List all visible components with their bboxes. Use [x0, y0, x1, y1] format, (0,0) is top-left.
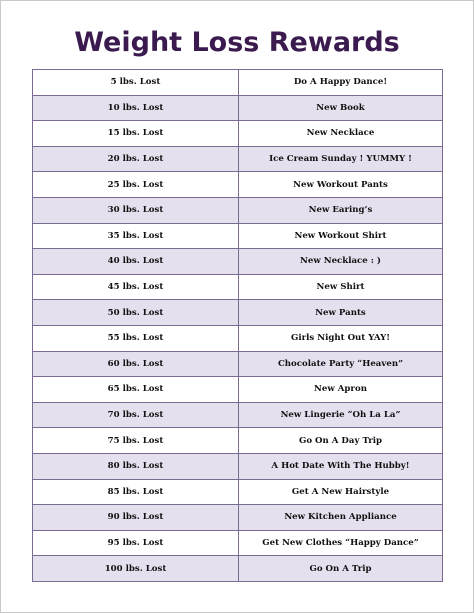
- table-row: [33, 428, 443, 454]
- table-row: [33, 325, 443, 351]
- table-row: [33, 556, 443, 582]
- reward-cell: New Kitchen Appliance: [239, 505, 443, 531]
- reward-cell: Go On A Day Trip: [239, 428, 443, 454]
- pounds-lost-cell: 65 lbs. Lost: [33, 377, 239, 403]
- table-row: [33, 95, 443, 121]
- pounds-lost-cell: 5 lbs. Lost: [33, 70, 239, 96]
- table-row: [33, 505, 443, 531]
- table-row: [33, 70, 443, 96]
- table-row: [33, 249, 443, 275]
- reward-cell: New Book: [239, 95, 443, 121]
- reward-cell: Girls Night Out YAY!: [239, 325, 443, 351]
- table-row: [33, 453, 443, 479]
- table-row: [33, 197, 443, 223]
- table-row: [33, 223, 443, 249]
- table-row: [33, 274, 443, 300]
- pounds-lost-cell: 60 lbs. Lost: [33, 351, 239, 377]
- reward-cell: New Shirt: [239, 274, 443, 300]
- pounds-lost-cell: 85 lbs. Lost: [33, 479, 239, 505]
- table-row: [33, 300, 443, 326]
- rewards-table-body: [33, 70, 443, 582]
- table-row: [33, 402, 443, 428]
- table-row: [33, 530, 443, 556]
- reward-cell: Get New Clothes “Happy Dance”: [239, 530, 443, 556]
- reward-cell: Get A New Hairstyle: [239, 479, 443, 505]
- reward-cell: New Necklace: [239, 121, 443, 147]
- reward-cell: New Workout Shirt: [239, 223, 443, 249]
- pounds-lost-cell: 80 lbs. Lost: [33, 453, 239, 479]
- rewards-table: [32, 69, 443, 582]
- page-title: Weight Loss Rewards: [74, 27, 400, 58]
- reward-cell: Ice Cream Sunday ! YUMMY !: [239, 146, 443, 172]
- reward-cell: New Workout Pants: [239, 172, 443, 198]
- reward-cell: New Apron: [239, 377, 443, 403]
- pounds-lost-cell: 30 lbs. Lost: [33, 197, 239, 223]
- table-row: [33, 351, 443, 377]
- reward-cell: Do A Happy Dance!: [239, 70, 443, 96]
- table-row: [33, 479, 443, 505]
- pounds-lost-cell: 25 lbs. Lost: [33, 172, 239, 198]
- pounds-lost-cell: 100 lbs. Lost: [33, 556, 239, 582]
- pounds-lost-cell: 95 lbs. Lost: [33, 530, 239, 556]
- table-row: [33, 377, 443, 403]
- reward-cell: Chocolate Party “Heaven”: [239, 351, 443, 377]
- reward-cell: New Pants: [239, 300, 443, 326]
- pounds-lost-cell: 35 lbs. Lost: [33, 223, 239, 249]
- pounds-lost-cell: 40 lbs. Lost: [33, 249, 239, 275]
- table-row: [33, 172, 443, 198]
- pounds-lost-cell: 15 lbs. Lost: [33, 121, 239, 147]
- table-row: [33, 121, 443, 147]
- pounds-lost-cell: 20 lbs. Lost: [33, 146, 239, 172]
- pounds-lost-cell: 70 lbs. Lost: [33, 402, 239, 428]
- reward-cell: New Earing’s: [239, 197, 443, 223]
- table-row: [33, 146, 443, 172]
- reward-cell: New Necklace : ): [239, 249, 443, 275]
- reward-cell: New Lingerie “Oh La La”: [239, 402, 443, 428]
- pounds-lost-cell: 55 lbs. Lost: [33, 325, 239, 351]
- reward-cell: A Hot Date With The Hubby!: [239, 453, 443, 479]
- pounds-lost-cell: 75 lbs. Lost: [33, 428, 239, 454]
- pounds-lost-cell: 10 lbs. Lost: [33, 95, 239, 121]
- pounds-lost-cell: 45 lbs. Lost: [33, 274, 239, 300]
- pounds-lost-cell: 90 lbs. Lost: [33, 505, 239, 531]
- pounds-lost-cell: 50 lbs. Lost: [33, 300, 239, 326]
- reward-cell: Go On A Trip: [239, 556, 443, 582]
